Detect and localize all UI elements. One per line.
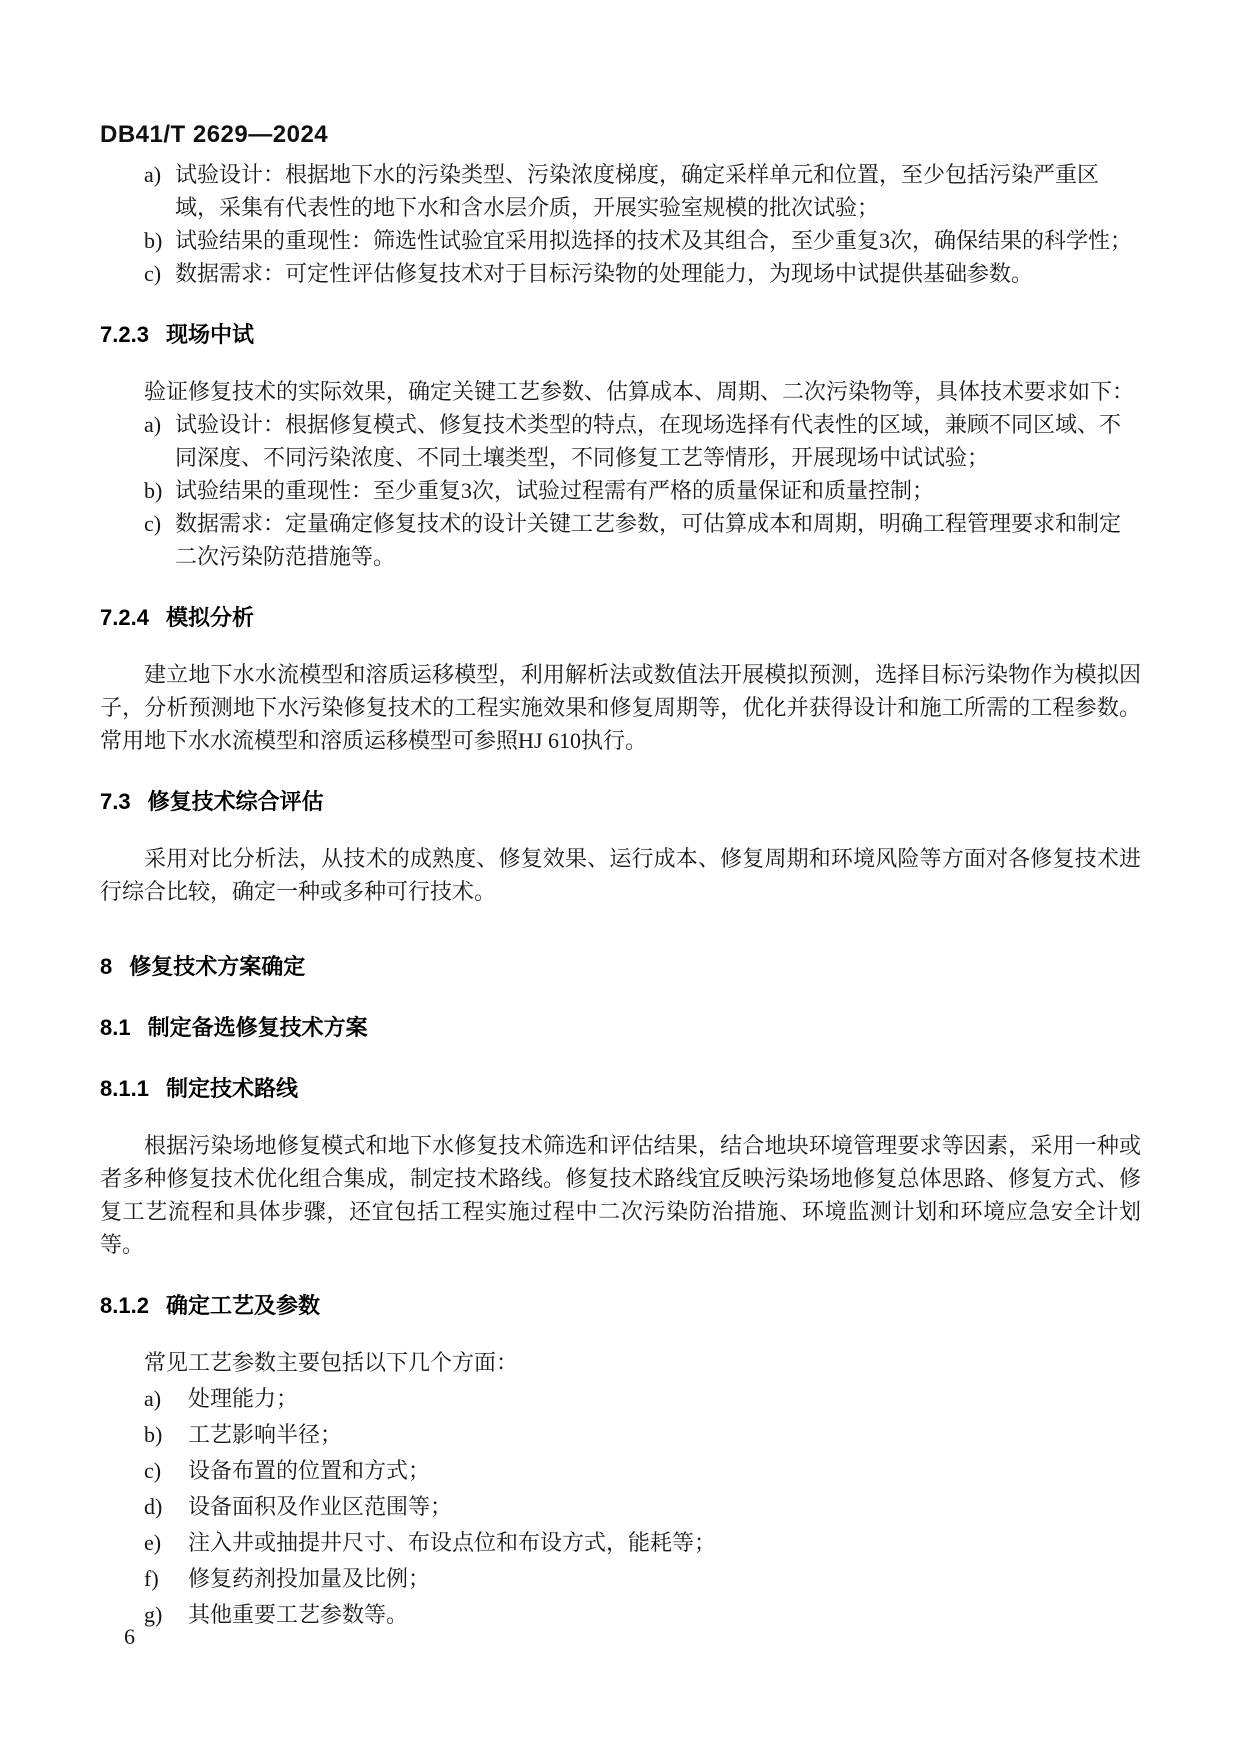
list-item-text: 修复药剂投加量及比例； [188,1566,431,1591]
heading-number: 8.1.1 [100,1076,149,1101]
heading-title: 确定工艺及参数 [165,1293,320,1318]
list-item-text: 试验设计：根据修复模式、修复技术类型的特点，在现场选择有代表性的区域，兼顾不同区域、不同深度、不同污染浓度、不同土壤类型，不同修复工艺等情形，开展现场中试试验； [175,412,1122,470]
heading-7-3 [100,785,1141,818]
list-item-text: 处理能力； [188,1386,299,1411]
list-item-label: b) [144,478,163,503]
paragraph-7-3: 采用对比分析法，从技术的成熟度、修复效果、运行成本、修复周期和环境风险等方面对各修复技术进行综合比较，确定一种或多种可行技术。 [100,846,1141,904]
list-item-text: 其他重要工艺参数等。 [188,1602,409,1627]
heading-8 [100,950,1141,983]
heading-number: 8.1.2 [100,1293,149,1318]
list-item [100,257,1141,290]
list-7-2-2 [100,158,1141,290]
heading-title: 修复技术综合评估 [147,789,324,814]
list-item-text: 设备布置的位置和方式； [188,1458,431,1483]
paragraph-8-1-2-intro: 常见工艺参数主要包括以下几个方面： [144,1350,519,1375]
heading-number: 7.3 [100,789,131,814]
list-item [100,1490,1141,1523]
list-7-2-3 [100,408,1141,573]
paragraph-7-2-4: 建立地下水水流模型和溶质运移模型，利用解析法或数值法开展模拟预测，选择目标污染物作为模拟因子，分析预测地下水污染修复技术的工程实施效果和修复周期等，优化并获得设计和施工所需的工程参数。常用地下水水流模型和溶质运移模型可参照HJ 610执行。 [100,662,1141,753]
list-item-label: c) [144,511,162,536]
list-item-label: f) [144,1566,159,1591]
list-item-label: b) [144,1422,163,1447]
list-item-label: g) [144,1602,163,1627]
list-item-text: 数据需求：定量确定修复技术的设计关键工艺参数，可估算成本和周期，明确工程管理要求和制定二次污染防范措施等。 [175,511,1122,569]
list-item-label: c) [144,261,162,286]
list-item [100,474,1141,507]
doc-code: DB41/T 2629—2024 [100,121,329,148]
paragraph-7-2-3-intro: 验证修复技术的实际效果，确定关键工艺参数、估算成本、周期、二次污染物等，具体技术要求如下： [144,379,1135,404]
heading-title: 现场中试 [165,322,254,347]
paragraph-8-1-1: 根据污染场地修复模式和地下水修复技术筛选和评估结果，结合地块环境管理要求等因素，采用一种或者多种修复技术优化组合集成，制定技术路线。修复技术路线宜反映污染场地修复总体思路、修复方式、修复工艺流程和具体步骤，还宜包括工程实施过程中二次污染防治措施、环境监测计划和环境应急安全计划等。 [100,1133,1141,1257]
list-item-label: d) [144,1494,163,1519]
list-item [100,408,1141,474]
list-item [100,1418,1141,1451]
list-item-label: a) [144,162,162,187]
list-item [100,158,1141,224]
heading-number: 8 [100,954,113,979]
list-item-text: 注入井或抽提井尺寸、布设点位和布设方式，能耗等； [188,1530,717,1555]
list-8-1-2 [100,1382,1141,1631]
list-item-label: a) [144,1386,162,1411]
list-item [100,1562,1141,1595]
list-item-label: b) [144,228,163,253]
heading-number: 7.2.3 [100,322,149,347]
list-item-label: c) [144,1458,162,1483]
list-item-text: 试验结果的重现性：至少重复3次，试验过程需有严格的质量保证和质量控制； [175,478,935,503]
list-item-text: 设备面积及作业区范围等； [188,1494,453,1519]
list-item-text: 数据需求：可定性评估修复技术对于目标污染物的处理能力，为现场中试提供基础参数。 [175,261,1034,286]
heading-8-1-2 [100,1289,1141,1322]
heading-title: 模拟分析 [165,605,254,630]
page-content [100,158,1141,1631]
list-item [100,507,1141,573]
list-item-label: a) [144,412,162,437]
list-item-text: 工艺影响半径； [188,1422,343,1447]
heading-8-1-1 [100,1072,1141,1105]
heading-7-2-3 [100,318,1141,351]
page-number: 6 [124,1624,135,1649]
heading-title: 制定备选修复技术方案 [147,1015,368,1040]
heading-7-2-4 [100,601,1141,634]
heading-number: 8.1 [100,1015,131,1040]
heading-8-1 [100,1011,1141,1044]
heading-number: 7.2.4 [100,605,149,630]
heading-title: 修复技术方案确定 [129,954,306,979]
list-item-text: 试验设计：根据地下水的污染类型、污染浓度梯度，确定采样单元和位置，至少包括污染严重区域，采集有代表性的地下水和含水层介质，开展实验室规模的批次试验； [175,162,1100,220]
list-item [100,1382,1141,1415]
list-item [100,1598,1141,1631]
heading-title: 制定技术路线 [165,1076,298,1101]
list-item [100,224,1141,257]
list-item-text: 试验结果的重现性：筛选性试验宜采用拟选择的技术及其组合，至少重复3次，确保结果的科学性； [175,228,1133,253]
list-item [100,1526,1141,1559]
list-item-label: e) [144,1530,162,1555]
list-item [100,1454,1141,1487]
